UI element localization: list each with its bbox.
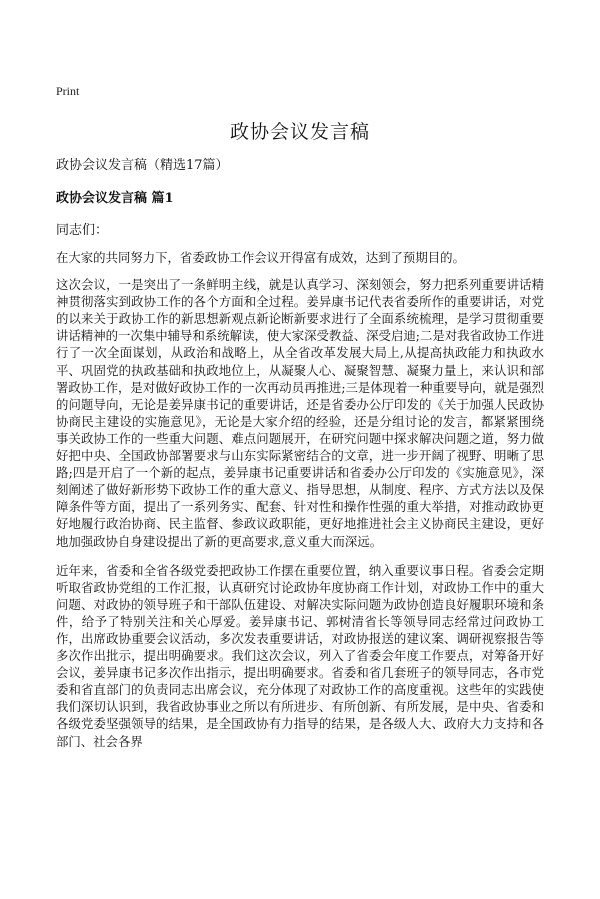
paragraph-2: 这次会议，一是突出了一条鲜明主线，就是认真学习、深刻领会，努力把系列重要讲话精神贯彻落实到政协工作的各个方面和全过程。姜异康书记代表省委所作的重要讲话，对党的以来关于政协工作的新思想新观点新论断新要求进行了全面系统梳理，是学习贯彻重要讲话精神的一次集中辅导和系统解读，使大家深受教益、深受启迪;二是对我省政协工作进行了一次全面谋划，从政治和战略上，从全省改革发展大局上,从提高执政能力和执政水平、巩固党的执政基础和执政地位上，从凝聚人心、凝聚智慧、凝聚力量上，来认识和部署政协工作，是对做好政协工作的一次再动员再推进;三是体现着一种重要导向，就是强烈的问题导向，无论是姜异康书记的重要讲话，还是省委办公厅印发的《关于加强人民政协协商民主建设的实施意见》，无论是大家介绍的经验，还是分组讨论的发言，都紧紧围绕事关政协工作的一些重大问题、难点问题展开，在研究问题中探求解决问题之道，努力做好把中央、全国政协部署要求与山东实际紧密结合的文章，进一步开阔了视野、明晰了思路;四是开启了一个新的起点，姜异康书记重要讲话和省委办公厅印发的《实施意见》，深刻阐述了做好新形势下政协工作的重大意义、指导思想，从制度、程序、方式方法以及保障条件等方面，提出了一系列务实、配套、针对性和操作性强的重大举措，对推动政协更好地履行政治协商、民主监督、参政议政职能，更好地推进社会主义协商民主建设，更好地加强政协自身建设提出了新的更高要求,意义重大而深远。	[56, 277, 544, 549]
section-heading: 政协会议发言稿 篇1	[56, 191, 174, 206]
paragraph-3: 近年来，省委和全省各级党委把政协工作摆在重要位置，纳入重要议事日程。省委会定期听取省政协党组的工作汇报，认真研究讨论政协年度协商工作计划，对政协工作中的重大问题、对政协的领导班子和干部队伍建设、对解决实际问题为政协创造良好履职环境和条件，给予了特别关注和关心厚爱。姜异康书记、郭树清省长等领导同志经常过问政协工作，出席政协重要会议活动，多次发表重要讲话，对政协报送的建议案、调研视察报告等多次作出批示，提出明确要求。我们这次会议，列入了省委会年度工作要点，对筹备开好会议，姜异康书记多次作出指示，提出明确要求。省委和省几套班子的领导同志，各市党委和省直部门的负责同志出席会议，充分体现了对政协工作的高度重视。这些年的实践使我们深切认识到，我省政协事业之所以有所进步、有所创新、有所发展，是中央、省委和各级党委坚强领导的结果，是全国政协有力指导的结果，是各级人大、政府大力支持和各部门、社会各界	[56, 562, 544, 749]
body-text	[56, 249, 544, 762]
document-title: 政协会议发言稿	[229, 121, 370, 143]
paragraph-1: 在大家的共同努力下，省委政协工作会议开得富有成效，达到了预期目的。	[56, 250, 465, 265]
document-subtitle: 政协会议发言稿（精选17篇）	[56, 158, 229, 173]
salutation: 同志们：	[56, 223, 109, 238]
print-label: Print	[56, 84, 80, 98]
